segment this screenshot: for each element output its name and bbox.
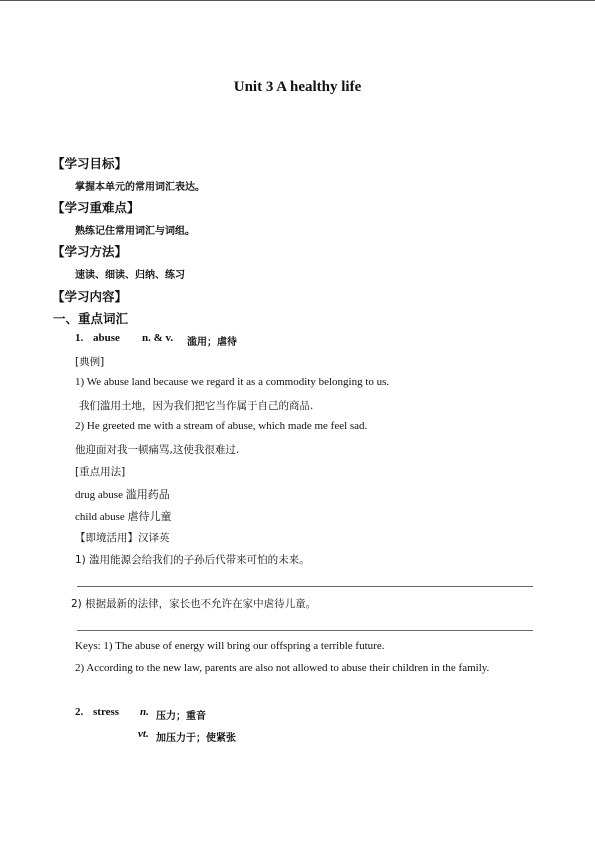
- entry2-number: 2.: [75, 706, 84, 718]
- example2-chinese: 他迎面对我一顿痛骂,这使我很难过.: [75, 444, 240, 456]
- entry2-pos-verb: vt.: [138, 728, 149, 740]
- part-one-heading: 一、重点词汇: [53, 311, 129, 326]
- practice-question-2: 2) 根据最新的法律，家长也不允许在家中虐待儿童。: [71, 598, 317, 610]
- example1-chinese: 我们滥用土地，因为我们把它当作属于自己的商品.: [79, 400, 314, 412]
- practice-label: 【即境活用】汉译英: [75, 532, 170, 544]
- example2-english: 2) He greeted me with a stream of abuse, which made me feel sad.: [75, 420, 368, 432]
- entry2-meaning-noun: 压力；重音: [156, 711, 206, 722]
- page-title: Unit 3 A healthy life: [233, 79, 362, 95]
- goal-heading: 【学习目标】: [52, 156, 128, 171]
- entry1-number: 1.: [75, 332, 84, 344]
- page-top-border: [0, 0, 595, 1]
- example1-english: 1) We abuse land because we regard it as a commodity belonging to us.: [75, 376, 390, 388]
- focus-heading: 【学习重难点】: [52, 200, 140, 215]
- answer-key-2: 2) According to the new law, parents are also not allowed to abuse their children in the family.: [75, 662, 490, 674]
- answer-line-1: [77, 586, 533, 587]
- focus-text: 熟练记住常用词汇与词组。: [75, 226, 195, 237]
- entry2-pos-noun: n.: [140, 706, 149, 718]
- answer-line-2: [77, 630, 533, 631]
- usage-label: [重点用法]: [75, 466, 126, 478]
- method-text: 速读、细读、归纳、练习: [75, 270, 185, 281]
- usage-drug-abuse: drug abuse 滥用药品: [75, 489, 170, 501]
- content-heading: 【学习内容】: [52, 289, 128, 304]
- usage-child-abuse: child abuse 虐待儿童: [75, 511, 172, 523]
- entry1-meaning: 滥用；虐待: [187, 337, 237, 348]
- answer-key-1: Keys: 1) The abuse of energy will bring our offspring a terrible future.: [75, 640, 385, 652]
- entry1-word: abuse: [93, 332, 120, 344]
- examples-label: [典例]: [75, 356, 105, 368]
- goal-text: 掌握本单元的常用词汇表达。: [75, 182, 205, 193]
- method-heading: 【学习方法】: [52, 244, 128, 259]
- practice-question-1: 1) 滥用能源会给我们的子孙后代带来可怕的未来。: [75, 554, 310, 566]
- entry2-meaning-verb: 加压力于；使紧张: [156, 733, 236, 744]
- entry1-pos: n. & v.: [142, 332, 174, 344]
- entry2-word: stress: [93, 706, 120, 718]
